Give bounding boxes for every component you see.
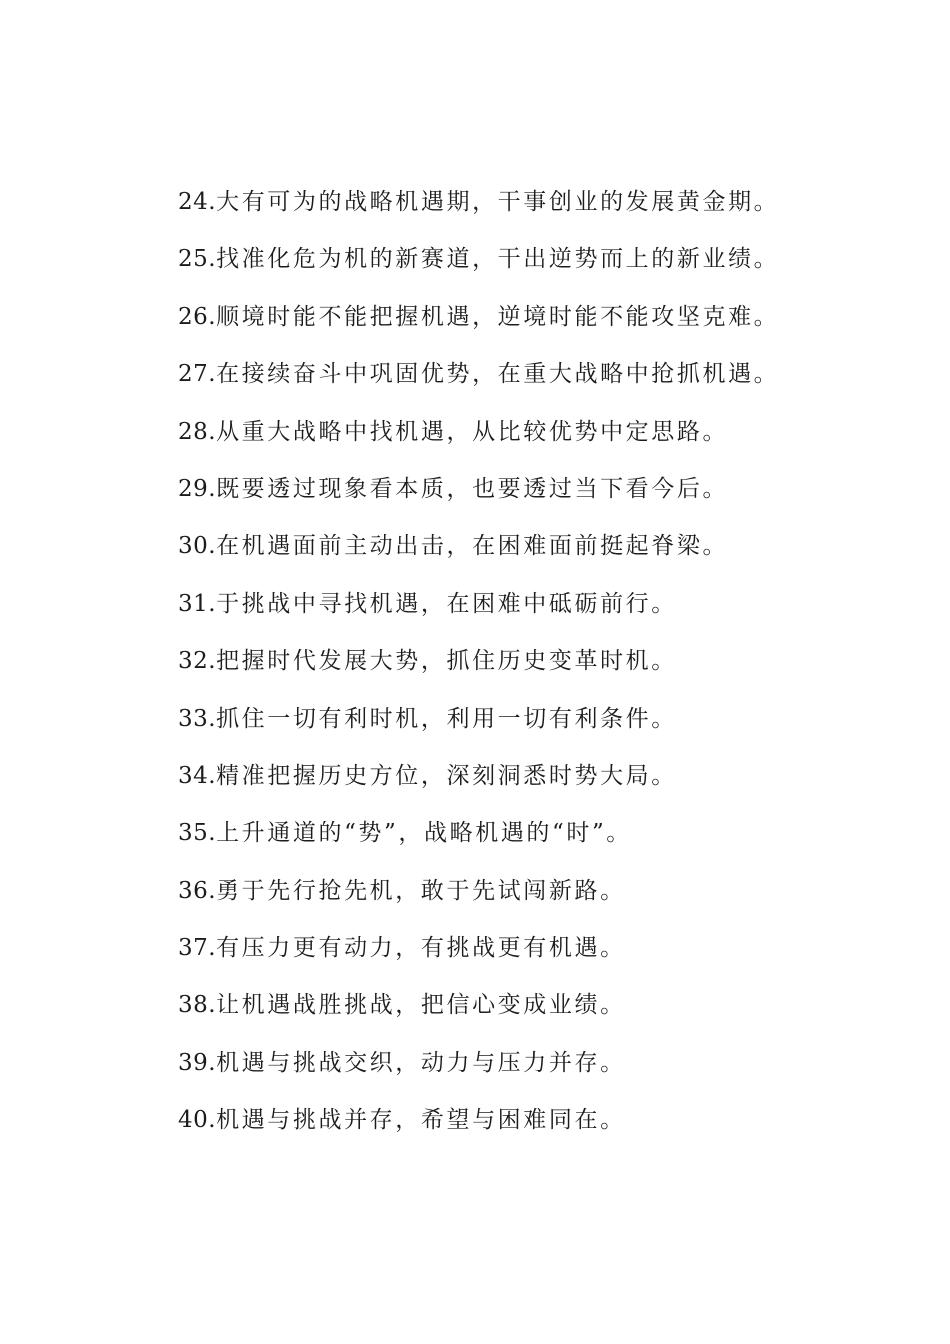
item-text: 把握时代发展大势，抓住历史变革时机。 bbox=[216, 648, 677, 675]
item-text: 大有可为的战略机遇期，干事创业的发展黄金期。 bbox=[216, 189, 780, 215]
item-text: 机遇与挑战交织，动力与压力并存。 bbox=[216, 1049, 626, 1076]
phrase-list bbox=[178, 174, 779, 1150]
item-number: 38. bbox=[178, 992, 217, 1019]
item-number: 29. bbox=[178, 475, 217, 502]
item-number: 31. bbox=[178, 590, 217, 617]
item-number: 24. bbox=[178, 189, 217, 215]
list-item bbox=[178, 1092, 779, 1149]
item-number: 33. bbox=[178, 705, 217, 732]
list-item bbox=[178, 231, 779, 288]
item-text: 于挑战中寻找机遇，在困难中砥砺前行。 bbox=[216, 590, 677, 617]
list-item bbox=[178, 346, 779, 403]
list-item bbox=[178, 691, 779, 748]
list-item bbox=[178, 748, 779, 805]
list-item bbox=[178, 977, 779, 1034]
item-text: 让机遇战胜挑战，把信心变成业绩。 bbox=[216, 992, 626, 1019]
item-number: 28. bbox=[178, 418, 217, 445]
list-item bbox=[178, 1035, 779, 1092]
item-text: 在机遇面前主动出击，在困难面前挺起脊梁。 bbox=[216, 533, 729, 560]
item-text: 勇于先行抢先机，敢于先试闯新路。 bbox=[216, 877, 626, 904]
item-number: 35. bbox=[178, 820, 217, 847]
item-number: 32. bbox=[178, 648, 217, 675]
list-item bbox=[178, 805, 779, 862]
item-number: 40. bbox=[178, 1107, 217, 1134]
item-text: 找准化危为机的新赛道，干出逆势而上的新业绩。 bbox=[216, 246, 780, 273]
list-item bbox=[178, 174, 779, 231]
list-item bbox=[178, 461, 779, 518]
item-text: 既要透过现象看本质，也要透过当下看今后。 bbox=[216, 475, 729, 502]
list-item bbox=[178, 920, 779, 977]
item-number: 27. bbox=[178, 361, 217, 388]
item-text: 精准把握历史方位，深刻洞悉时势大局。 bbox=[216, 762, 677, 789]
item-text: 有压力更有动力，有挑战更有机遇。 bbox=[216, 935, 626, 962]
item-text: 从重大战略中找机遇，从比较优势中定思路。 bbox=[216, 418, 729, 445]
item-text: 在接续奋斗中巩固优势，在重大战略中抢抓机遇。 bbox=[216, 361, 780, 388]
list-item bbox=[178, 633, 779, 690]
item-number: 36. bbox=[178, 877, 217, 904]
item-number: 34. bbox=[178, 762, 217, 789]
list-item bbox=[178, 289, 779, 346]
item-number: 39. bbox=[178, 1049, 217, 1076]
list-item bbox=[178, 576, 779, 633]
list-item bbox=[178, 863, 779, 920]
item-text: 机遇与挑战并存，希望与困难同在。 bbox=[216, 1107, 626, 1134]
item-number: 25. bbox=[178, 246, 217, 273]
item-text: 抓住一切有利时机，利用一切有利条件。 bbox=[216, 705, 677, 732]
item-number: 30. bbox=[178, 533, 217, 560]
list-item bbox=[178, 404, 779, 461]
item-text: 上升通道的“势”，战略机遇的“时”。 bbox=[216, 820, 632, 847]
list-item bbox=[178, 518, 779, 575]
item-number: 37. bbox=[178, 935, 217, 962]
item-number: 26. bbox=[178, 303, 217, 330]
item-text: 顺境时能不能把握机遇，逆境时能不能攻坚克难。 bbox=[216, 303, 780, 330]
